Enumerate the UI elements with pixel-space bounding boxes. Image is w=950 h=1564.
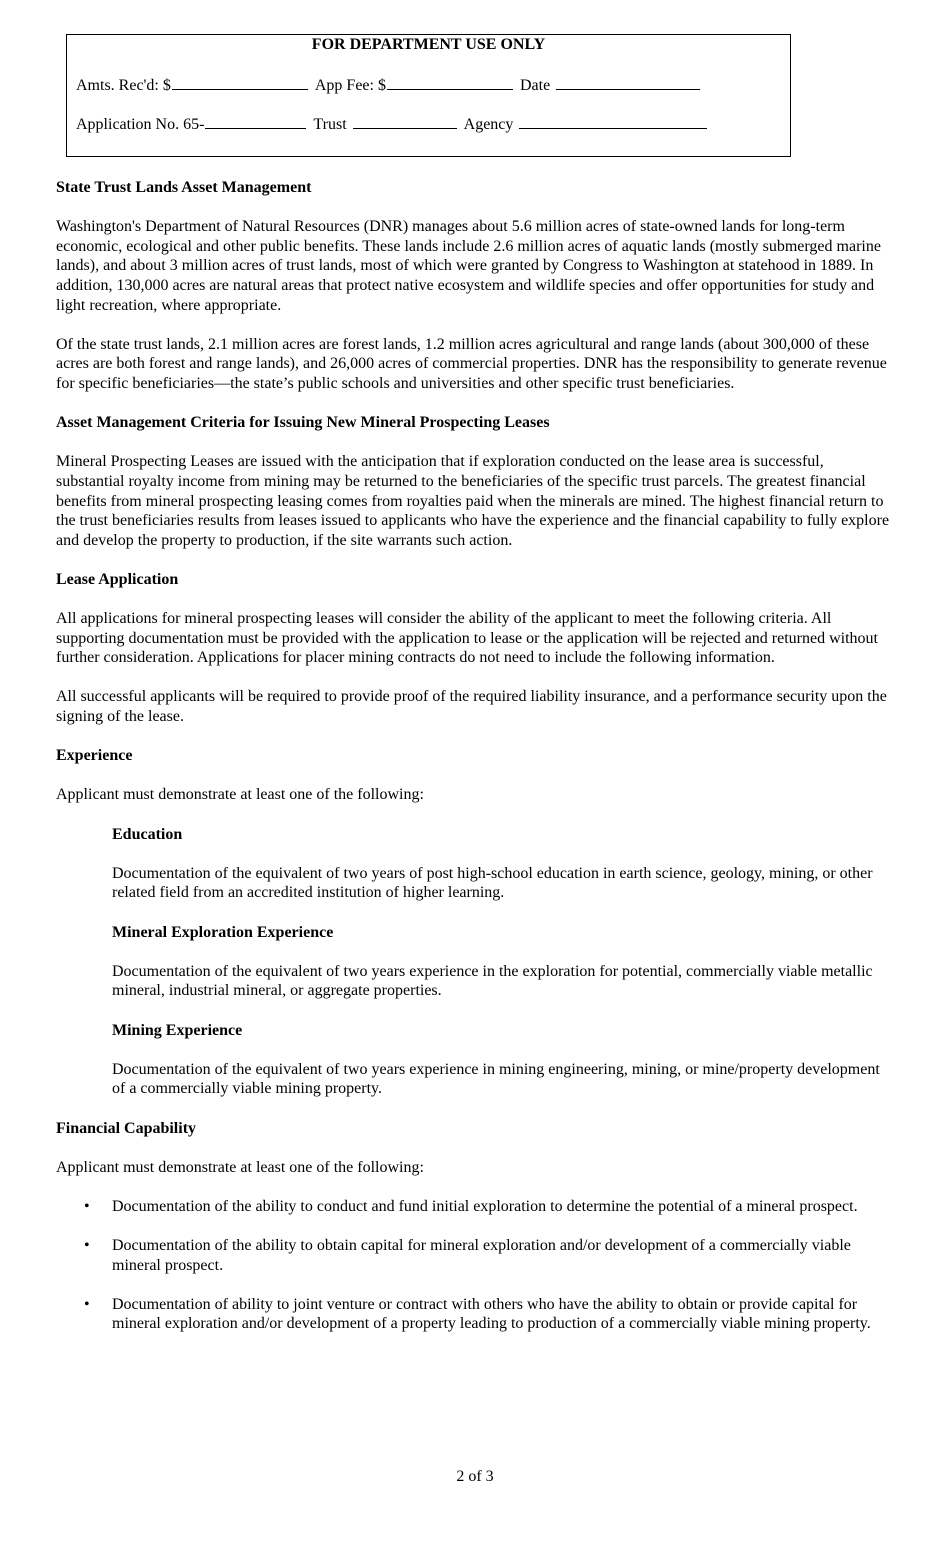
financial-heading: Financial Capability: [56, 1119, 197, 1137]
app-fee-label: App Fee: $: [314, 77, 386, 94]
dept-field-row-2: [76, 114, 707, 134]
list-item: [56, 1236, 896, 1275]
experience-options: [112, 825, 896, 1099]
mining-text: Documentation of the equivalent of two years experience in mining engineering, mining, or mine/property development of a commercially viable mining property.: [112, 1060, 880, 1098]
exploration-text: Documentation of the equivalent of two years experience in the exploration for potential, commercially viable metallic mineral, industrial mineral, or aggregate properties.: [112, 962, 873, 1000]
trust-blank[interactable]: [353, 114, 457, 129]
state-trust-paragraph-1: Washington's Department of Natural Resources (DNR) manages about 5.6 million acres of state-owned lands for long-term economic, ecological and other public benefits. These lands include 2.6 million acres of aquatic lands (mostly submerged marine lands), and about 3 million acres of trust lands, most of which were granted by Congress to Washington at statehood in 1889. In addition, 130,000 acres are natural areas that protect native ecosystem and wildlife species and offer opportunities for study and light recreation, where appropriate.: [56, 218, 881, 314]
criteria-heading: Asset Management Criteria for Issuing New Mineral Prospecting Leases: [56, 414, 550, 432]
amts-recd-blank[interactable]: [172, 75, 308, 90]
application-no-blank[interactable]: [205, 114, 306, 129]
list-item: [56, 1295, 896, 1334]
financial-bullet-text: Documentation of the ability to obtain capital for mineral exploration and/or development of a commercially viable mineral prospect.: [112, 1237, 851, 1274]
lease-application-heading: Lease Application: [56, 570, 179, 588]
department-use-title: FOR DEPARTMENT USE ONLY: [311, 36, 546, 53]
bullet-icon: •: [84, 1237, 90, 1255]
agency-blank[interactable]: [519, 114, 707, 129]
lease-application-paragraph-2: All successful applicants will be required to provide proof of the required liability insurance, and a performance security upon the signing of the lease.: [56, 688, 887, 726]
state-trust-heading: State Trust Lands Asset Management: [56, 179, 312, 196]
page-number: 2 of 3: [456, 1468, 494, 1485]
bullet-icon: •: [84, 1295, 90, 1313]
financial-bullet-list: [56, 1197, 896, 1334]
app-fee-blank[interactable]: [387, 75, 513, 90]
financial-bullet-text: Documentation of the ability to conduct and fund initial exploration to determine the potential of a mineral prospect.: [112, 1197, 858, 1215]
lease-application-paragraph-1: All applications for mineral prospecting leases will consider the ability of the applicant to meet the following criteria. All supporting documentation must be provided with the application to lease or the application will be rejected and returned without further consideration. Applications for placer mining contracts do not need to include the following information.: [56, 610, 878, 667]
financial-bullet-text: Documentation of ability to joint venture or contract with others who have the ability to obtain or provide capital for mineral exploration and/or development of a property leading to production of a commercially viable mining property.: [112, 1295, 871, 1333]
list-item: [56, 1197, 896, 1217]
agency-label: Agency: [463, 116, 514, 133]
amts-recd-label: Amts. Rec'd: $: [76, 77, 171, 94]
trust-label: Trust: [313, 116, 347, 133]
education-heading: Education: [112, 825, 183, 843]
experience-heading: Experience: [56, 747, 133, 765]
exploration-heading: Mineral Exploration Experience: [112, 923, 334, 941]
document-body: [56, 178, 896, 1354]
mining-heading: Mining Experience: [112, 1021, 243, 1039]
date-blank[interactable]: [556, 75, 700, 90]
department-use-box: [66, 34, 791, 157]
date-label: Date: [519, 77, 551, 94]
state-trust-paragraph-2: Of the state trust lands, 2.1 million acres are forest lands, 1.2 million acres agricultural and range lands (about 300,000 of these acres are both forest and range lands), and 26,000 acres of commercial properties. DNR has the responsibility to generate revenue for specific beneficiaries—the state’s public schools and universities and other specific trust beneficiaries.: [56, 335, 887, 392]
criteria-paragraph: Mineral Prospecting Leases are issued with the anticipation that if exploration conducted on the lease area is successful, substantial royalty income from mining may be returned to the beneficiaries of the specific trust parcels. The greatest financial benefits from mineral prospecting leasing comes from royalties paid when the minerals are mined. The highest financial return to the trust beneficiaries results from leases issued to applicants who have the experience and the financial capability to fully explore and develop the property to production, if the site warrants such action.: [56, 453, 890, 549]
education-text: Documentation of the equivalent of two years of post high-school education in earth science, geology, mining, or other related field from an accredited institution of higher learning.: [112, 864, 873, 902]
application-no-label: Application No. 65-: [76, 116, 205, 133]
bullet-icon: •: [84, 1197, 90, 1215]
financial-intro: Applicant must demonstrate at least one of the following:: [56, 1158, 424, 1176]
experience-intro: Applicant must demonstrate at least one of the following:: [56, 786, 424, 804]
dept-field-row-1: [76, 75, 700, 95]
